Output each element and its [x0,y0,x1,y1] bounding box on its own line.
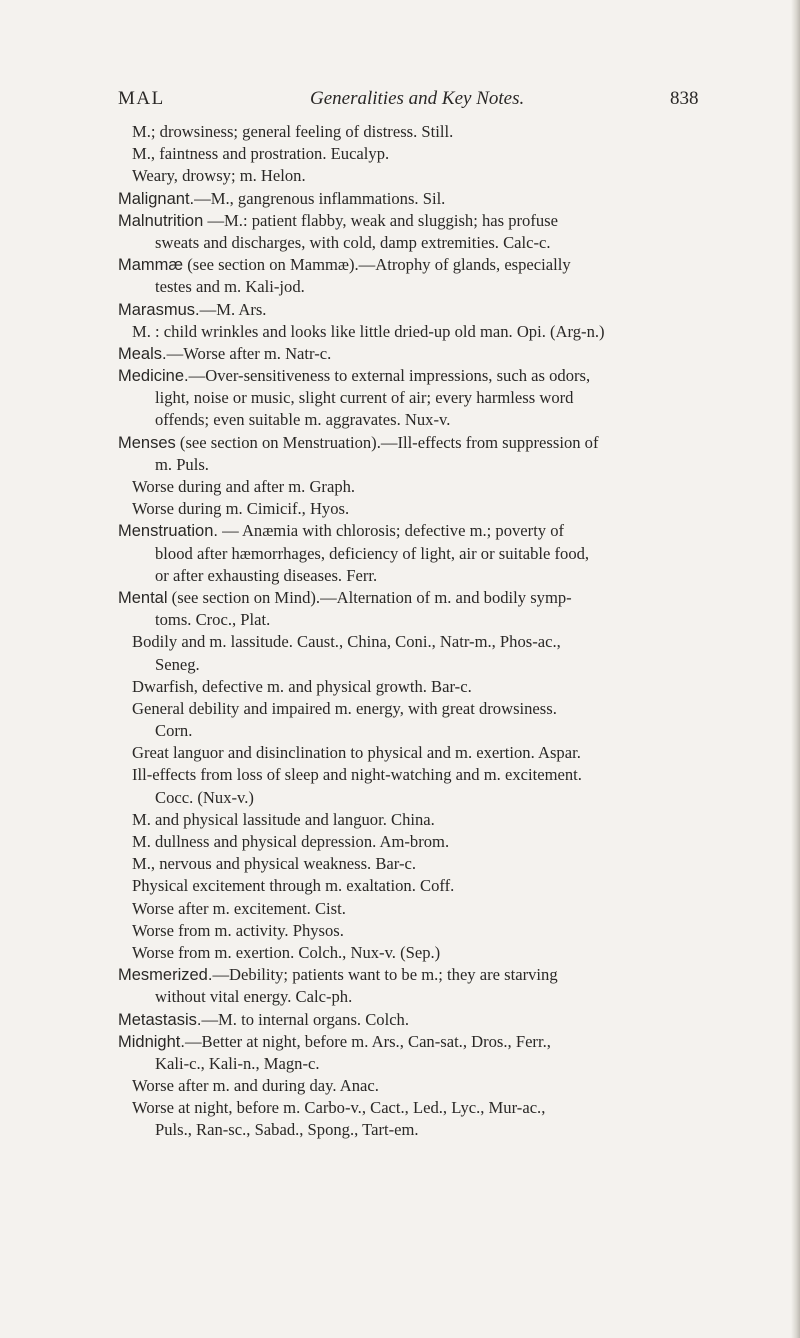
text-line [118,631,740,653]
header-section-label: MAL [118,88,165,109]
line-text: Corn. [155,721,193,741]
line-text: —M. Ars. [199,299,267,319]
line-text: light, noise or music, slight current of air; every harmless word [155,388,574,408]
entry-keyword: Mesmerized. [118,966,213,985]
line-text: m. Puls. [155,454,209,474]
text-line [118,165,740,187]
entry-line [118,343,740,365]
text-line [118,476,740,498]
entry-line [118,299,740,321]
text-line [118,143,740,165]
line-text: M., faintness and prostration. Eucalyp. [132,144,390,164]
line-text: Worse from m. exertion. Colch., Nux-v. (Sep.) [132,942,441,962]
line-text: Weary, drowsy; m. Helon. [132,166,306,186]
text-line [118,543,740,565]
text-line [118,676,740,698]
line-text: M. dullness and physical depression. Am-brom. [132,832,450,851]
line-text: Dwarfish, defective m. and physical growth. Bar-c. [132,676,472,696]
text-line [118,1053,740,1075]
text-line [118,787,740,809]
line-text: Worse from m. activity. Physos. [132,920,344,940]
page-edge-shadow [791,0,800,1338]
line-text: Physical excitement through m. exaltation. Coff. [132,876,455,896]
page-number: 838 [670,88,699,109]
text-line [118,831,740,853]
line-text: M. and physical lassitude and languor. China. [132,809,435,829]
line-text: (see section on Menstruation).—Ill-effects from suppression of [175,432,599,452]
line-text: —M.: patient flabby, weak and sluggish; has profuse [203,210,558,230]
entry-line [118,254,740,276]
line-text: blood after hæmorrhages, deficiency of light, air or suitable food, [155,543,590,563]
line-text: Bodily and m. lassitude. Caust., China, Coni., Natr-m., Phos-ac., [132,632,561,652]
line-text: (see section on Mind).—Alternation of m. and bodily symp- [167,587,572,607]
line-text: M.; drowsiness; general feeling of distress. Still. [132,122,454,141]
line-text: Cocc. (Nux-v.) [155,787,254,807]
line-text: M., nervous and physical weakness. Bar-c. [132,854,416,874]
entry-keyword: Metastasis. [118,1010,202,1029]
text-line [118,1075,740,1097]
entry-keyword: Midnight. [118,1032,185,1051]
line-text: Worse after m. and during day. Anac. [132,1076,379,1096]
line-text: Ill-effects from loss of sleep and night-watching and m. excitement. [132,765,582,785]
line-text: without vital energy. Calc-ph. [155,987,353,1007]
entry-keyword: Meals. [118,344,167,363]
entry-keyword: Medicine. [118,367,189,386]
text-line [118,321,740,343]
text-line [118,276,740,298]
text-line [118,720,740,742]
text-line [118,764,740,786]
entry-line [118,1031,740,1053]
text-line [118,986,740,1008]
line-text: testes and m. Kali-jod. [155,277,305,297]
text-line [118,809,740,831]
text-line [118,454,740,476]
entries-list [118,121,740,1142]
running-header [118,88,718,114]
line-text: —Debility; patients want to be m.; they are starving [212,965,558,985]
text-line [118,409,740,431]
entry-line [118,365,740,387]
entry-line [118,1009,740,1031]
text-line [118,1097,740,1119]
entry-keyword: Menstruation. [118,522,218,541]
entry-line [118,964,740,986]
line-text: offends; even suitable m. aggravates. Nux-v. [155,410,451,430]
line-text: (see section on Mammæ).—Atrophy of glands, especially [183,255,571,275]
line-text: General debility and impaired m. energy, with great drowsiness. [132,698,557,718]
line-text: —Worse after m. Natr-c. [166,343,332,363]
line-text: M. : child wrinkles and looks like little dried-up old man. Opi. (Arg-n.) [132,321,605,341]
text-line [118,853,740,875]
line-text: —M., gangrenous inflammations. Sil. [194,188,446,208]
entry-keyword: Mammæ [118,256,184,275]
line-text: Great languor and disinclination to physical and m. exertion. Aspar. [132,743,581,763]
line-text: —Better at night, before m. Ars., Can-sat., Dros., Ferr., [184,1031,551,1051]
line-text: Puls., Ran-sc., Sabad., Spong., Tart-em. [155,1120,419,1140]
line-text: —M. to internal organs. Colch. [201,1009,410,1029]
text-line [118,609,740,631]
text-line [118,898,740,920]
text-line [118,121,740,143]
text-line [118,1119,740,1141]
entry-keyword: Marasmus. [118,300,200,319]
entry-keyword: Malnutrition [118,211,204,230]
entry-keyword: Mental [118,588,168,607]
line-text: sweats and discharges, with cold, damp extremities. Calc-c. [155,232,551,252]
text-line [118,698,740,720]
text-line [118,387,740,409]
text-line [118,920,740,942]
text-line [118,942,740,964]
text-line [118,498,740,520]
line-text: Seneg. [155,654,200,674]
entry-line [118,210,740,232]
text-line [118,565,740,587]
line-text: —Over-sensitiveness to external impressions, such as odors, [188,366,591,386]
text-line [118,232,740,254]
line-text: toms. Croc., Plat. [155,610,271,630]
line-text: — Anæmia with chlorosis; defective m.; poverty of [217,521,565,541]
header-title: Generalities and Key Notes. [310,88,525,109]
text-line [118,654,740,676]
entry-keyword: Menses [118,433,176,452]
entry-line [118,520,740,542]
line-text: Kali-c., Kali-n., Magn-c. [155,1053,320,1073]
entry-line [118,188,740,210]
line-text: Worse during m. Cimicif., Hyos. [132,499,350,519]
text-line [118,742,740,764]
line-text: Worse after m. excitement. Cist. [132,898,346,918]
line-text: Worse at night, before m. Carbo-v., Cact., Led., Lyc., Mur-ac., [132,1098,546,1118]
entry-keyword: Malignant. [118,189,195,208]
entry-line [118,587,740,609]
line-text: Worse during and after m. Graph. [132,477,356,496]
line-text: or after exhausting diseases. Ferr. [155,565,378,585]
entry-line [118,432,740,454]
text-line [118,875,740,897]
